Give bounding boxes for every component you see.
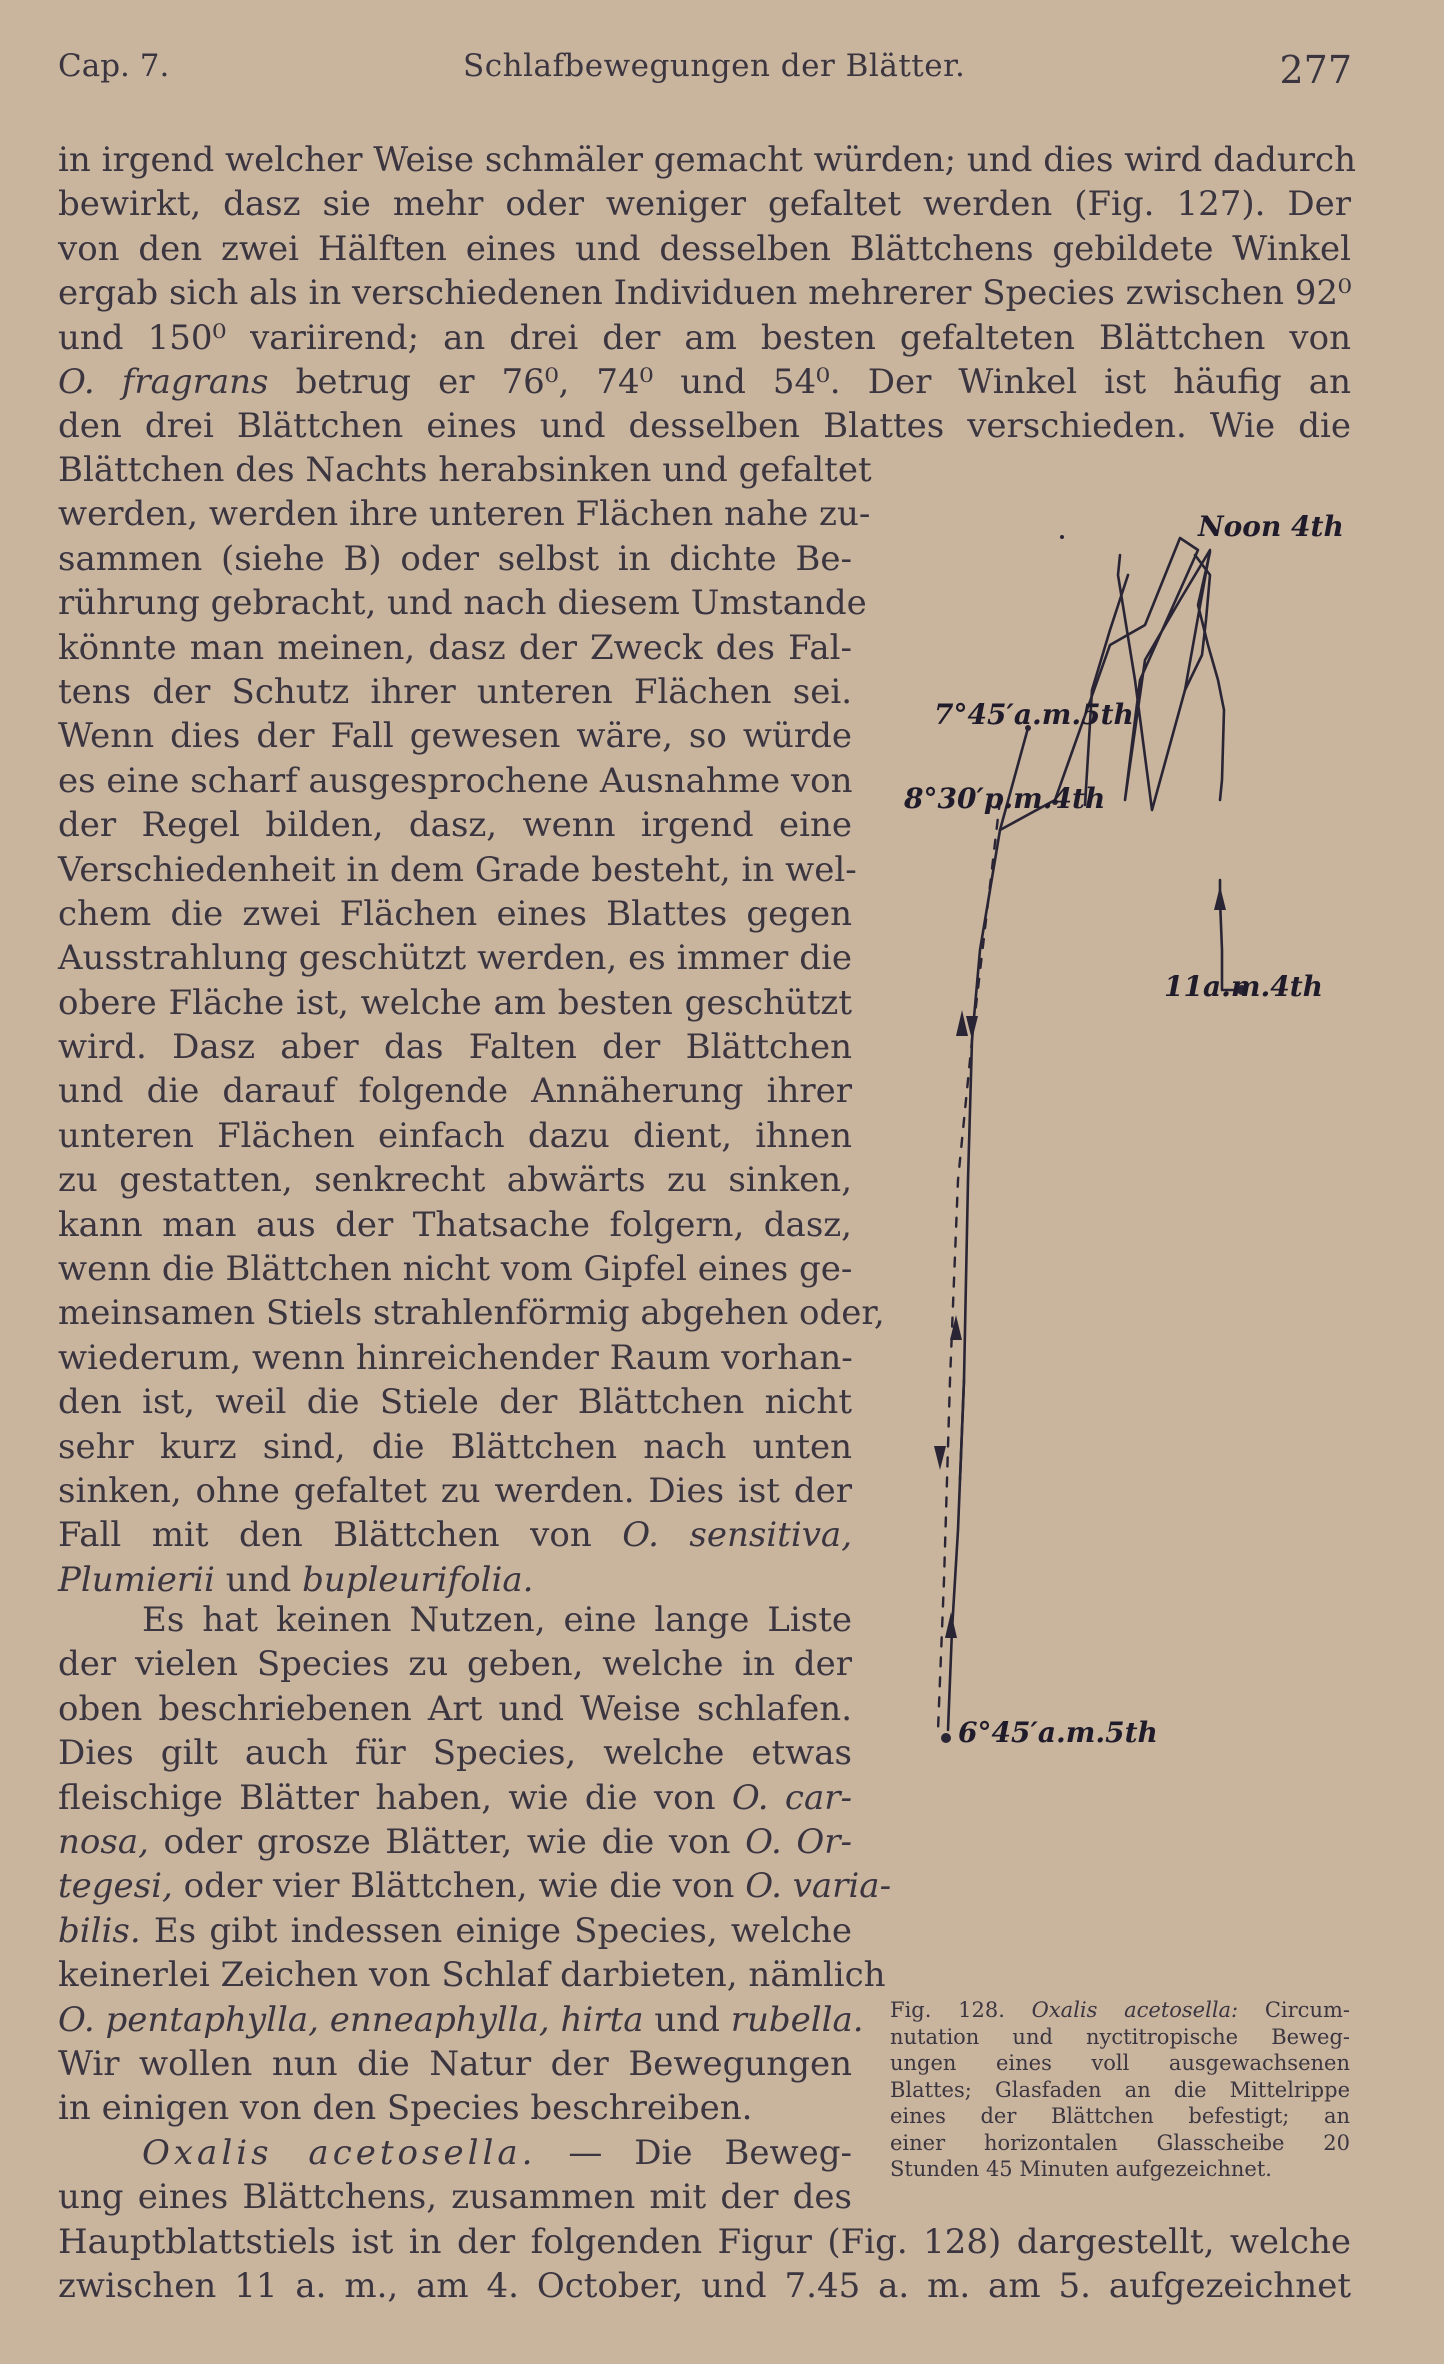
- species-name: O. Or-: [745, 1821, 852, 1862]
- text-line: es eine scharf ausgesprochene Ausnahme von: [58, 760, 853, 801]
- text-line: werden, werden ihre unteren Flächen nahe zu-: [58, 494, 871, 535]
- text-line: O. fragrans betrug er 76⁰, 74⁰ und 54⁰. Der Winkel ist häufig an: [58, 361, 1351, 402]
- text-line: tens der Schutz ihrer unteren Flächen sei.: [58, 671, 852, 712]
- text-line: wiederum, wenn hinreichender Raum vorhan-: [58, 1337, 853, 1378]
- species-name: O. varia-: [745, 1866, 892, 1907]
- text-line: sehr kurz sind, die Blättchen nach unten: [58, 1426, 852, 1467]
- text-line: unteren Flächen einfach dazu dient, ihnen: [58, 1115, 852, 1156]
- chapter-label: Cap. 7.: [58, 48, 170, 84]
- arrow-head: [956, 1010, 968, 1036]
- trace-dot: [1060, 535, 1064, 539]
- text-line: in einigen von den Species beschreiben.: [58, 2088, 753, 2129]
- page-header: [58, 44, 1352, 94]
- text-line: wird. Dasz aber das Falten der Blättchen: [58, 1027, 852, 1068]
- trace-solid-left: [960, 728, 1028, 1480]
- paragraph-2: [58, 448, 885, 1602]
- caption-line: nutation und nyctitropische Beweg-: [890, 2024, 1350, 2049]
- text-line: Plumierii und bupleurifolia.: [58, 1559, 534, 1600]
- text-line: tegesi, oder vier Blättchen, wie die von O. varia-: [58, 1866, 892, 1907]
- page-number: 277: [1279, 48, 1352, 92]
- text-line: O. pentaphylla, enneaphylla, hirta und rubella.: [58, 1999, 864, 2040]
- text-line: rührung gebracht, und nach diesem Umstande: [58, 583, 867, 624]
- species-name: tegesi,: [58, 1866, 173, 1907]
- species-name: O. sensitiva,: [622, 1515, 853, 1556]
- paragraph-4: [58, 2131, 852, 2220]
- text-line: Ausstrahlung geschützt werden, es immer die: [58, 938, 852, 979]
- end-dot: [941, 1733, 951, 1743]
- trace-solid-upper: [1085, 575, 1128, 805]
- text-line: nosa, oder grosze Blätter, wie die von O. Or-: [58, 1821, 852, 1862]
- species-name: O. fragrans: [58, 361, 269, 402]
- label-830pm: 8°30′p.m.4th: [904, 782, 1106, 815]
- text-line: in irgend welcher Weise schmäler gemacht würden; und dies wird dadurch: [58, 140, 1356, 180]
- label-noon: Noon 4th: [1198, 510, 1344, 543]
- running-title: Schlafbewegungen der Blätter.: [463, 48, 966, 84]
- text-line: Es hat keinen Nutzen, eine lange Liste: [142, 1600, 852, 1640]
- text-line: von den zwei Hälften eines und desselben Blättchens gebildete Winkel: [58, 228, 1351, 269]
- species-name: O. pentaphylla, enneaphylla, hirta: [58, 1999, 644, 2040]
- figure-128: [880, 480, 1380, 1980]
- text-line: könnte man meinen, dasz der Zweck des Fal-: [58, 627, 852, 668]
- text-line: fleischige Blätter haben, wie die von O. car-: [58, 1777, 852, 1818]
- species-name: Plumierii: [58, 1559, 215, 1600]
- caption-line: ungen eines voll ausgewachsenen: [890, 2051, 1350, 2075]
- text-line: bilis. Es gibt indessen einige Species, welche: [58, 1910, 852, 1951]
- text-line: kann man aus der Thatsache folgern, dasz,: [58, 1204, 852, 1245]
- arrow-head: [966, 1016, 978, 1040]
- text-line: Blättchen des Nachts herabsinken und gefaltet: [58, 450, 872, 490]
- text-line: der vielen Species zu geben, welche in der: [58, 1644, 852, 1685]
- arrow-head: [934, 1446, 946, 1470]
- text-line: sinken, ohne gefaltet zu werden. Dies ist der: [58, 1470, 852, 1511]
- figure-caption: Fig. 128. Oxalis acetosella: Circum- nutation und nyctitropische Beweg- ungen eines voll ausgewachsenen Blattes; Glasfaden an die Mittelrippe eines der Blättchen befestigt; an einer horizontalen Glasscheibe 20 Stunden 45 Minuten aufgezeichnet.: [890, 1998, 1350, 2181]
- text-line: chem die zwei Flächen eines Blattes gegen: [58, 893, 852, 934]
- label-745am: 7°45′a.m.5th: [934, 698, 1134, 731]
- caption-line: Blattes; Glasfaden an die Mittelrippe: [890, 2077, 1350, 2102]
- caption-fig-number: Fig. 128.: [890, 1998, 1005, 2022]
- species-name: rubella.: [730, 1999, 864, 2040]
- trace-solid-bottom: [948, 1380, 964, 1730]
- text-line: der Regel bilden, dasz, wenn irgend eine: [58, 805, 852, 846]
- text-line: Oxalis acetosella. — Die Beweg-: [142, 2133, 852, 2173]
- text-line: Fall mit den Blättchen von O. sensitiva,: [58, 1515, 853, 1556]
- text-line: sammen (siehe B) oder selbst in dichte Be-: [58, 538, 852, 579]
- text-line: ung eines Blättchens, zusammen mit der des: [58, 2177, 852, 2218]
- text-line: Wenn dies der Fall gewesen wäre, so würde: [58, 716, 852, 757]
- caption-line: Stunden 45 Minuten aufgezeichnet.: [890, 2157, 1272, 2181]
- text-line: meinsamen Stiels strahlenförmig abgehen oder,: [58, 1293, 885, 1334]
- text-line: bewirkt, dasz sie mehr oder weniger gefaltet werden (Fig. 127). Der: [58, 184, 1351, 225]
- text-line: Wir wollen nun die Natur der Bewegungen: [58, 2043, 852, 2084]
- arrow-head: [945, 1612, 957, 1638]
- text-line: zu gestatten, senkrecht abwärts zu sinken,: [58, 1160, 852, 1201]
- text-line: Hauptblattstiels ist in der folgenden Figur (Fig. 128) dargestellt, welche: [58, 2222, 1351, 2262]
- text-line: obere Fläche ist, welche am besten geschützt: [58, 982, 852, 1023]
- text-line: und 150⁰ variirend; an drei der am besten gefalteten Blättchen von: [58, 317, 1351, 358]
- paragraph-1: [58, 138, 1356, 449]
- species-name: O. car-: [731, 1777, 852, 1818]
- label-645am: 6°45′a.m.5th: [958, 1716, 1158, 1749]
- text-line: und die darauf folgende Annäherung ihrer: [58, 1071, 852, 1112]
- text-line: keinerlei Zeichen von Schlaf darbieten, nämlich: [58, 1955, 886, 1996]
- species-name: nosa,: [58, 1821, 149, 1862]
- text-line: den drei Blättchen eines und desselben Blattes verschieden. Wie die: [58, 406, 1351, 447]
- species-name: bilis.: [58, 1910, 141, 1951]
- caption-species: Oxalis acetosella:: [1031, 1998, 1239, 2022]
- label-11am: 11a.m.4th: [1164, 970, 1324, 1003]
- text-line: oben beschriebenen Art und Weise schlafen.: [58, 1688, 852, 1729]
- species-name: bupleurifolia.: [302, 1559, 534, 1600]
- trace-solid-topright: [1198, 552, 1224, 800]
- paragraph-5: [58, 2220, 1351, 2309]
- trace-dashed-descent: [938, 800, 1000, 1730]
- paragraph-3: [58, 1598, 892, 2131]
- text-line: zwischen 11 a. m., am 4. October, und 7.45 a. m. am 5. aufgezeichnet: [58, 2266, 1351, 2307]
- text-line: Dies gilt auch für Species, welche etwas: [58, 1733, 852, 1774]
- text-line: ergab sich als in verschiedenen Individuen mehrerer Species zwischen 92⁰: [58, 273, 1352, 314]
- text-line: den ist, weil die Stiele der Blättchen nicht: [58, 1382, 852, 1423]
- section-species-title: Oxalis acetosella.: [142, 2133, 537, 2173]
- text-line: Verschiedenheit in dem Grade besteht, in wel-: [58, 849, 857, 890]
- arrow-head: [1214, 886, 1226, 910]
- caption-line: eines der Blättchen befestigt; an: [890, 2104, 1350, 2128]
- caption-line: einer horizontalen Glasscheibe 20: [890, 2130, 1350, 2155]
- text-line: wenn die Blättchen nicht vom Gipfel eines ge-: [58, 1249, 853, 1290]
